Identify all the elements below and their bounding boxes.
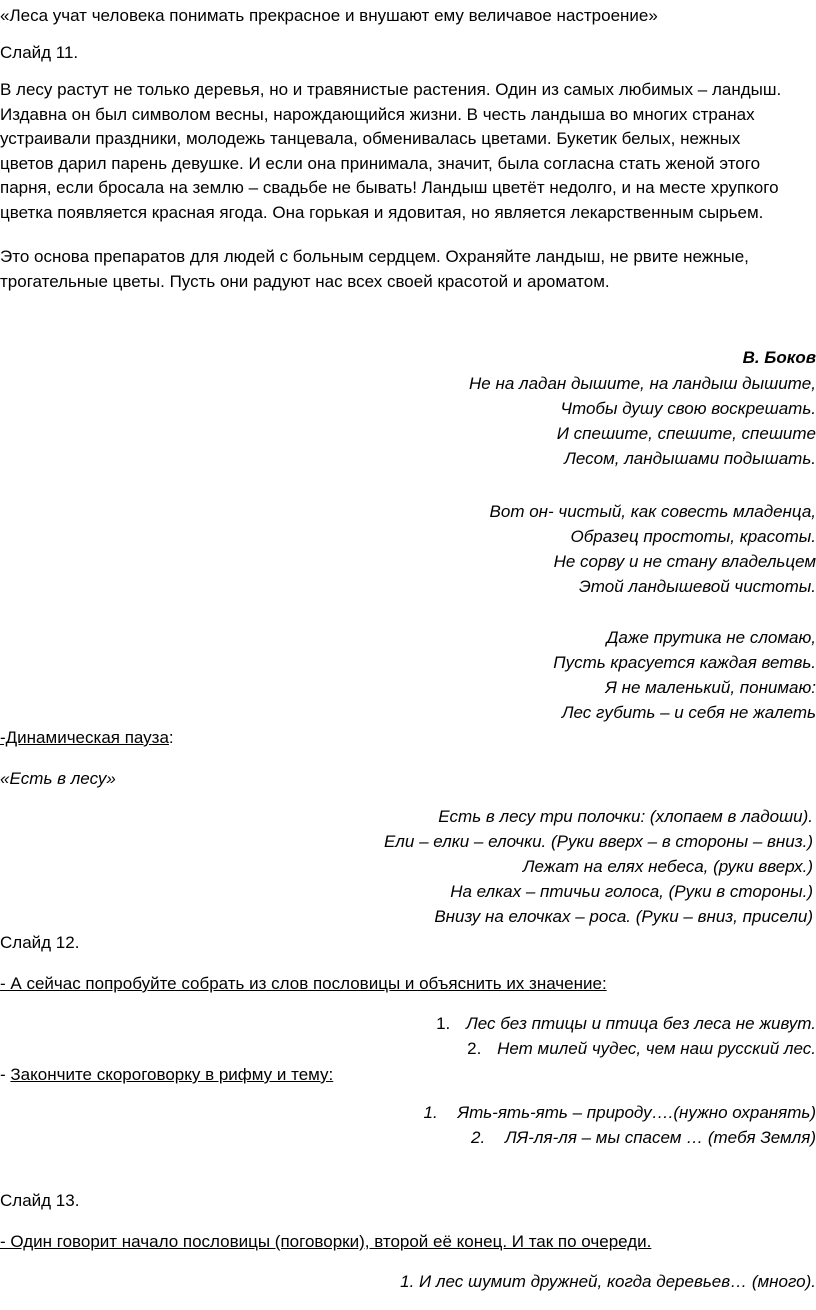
- proverb-text: Лес без птицы и птица без леса не живут.: [466, 1014, 816, 1033]
- poem-line: Пусть красуется каждая ветвь.: [553, 653, 816, 672]
- paragraph-line: Это основа препаратов для людей с больным сердцем. Охраняйте ландыш, не рвите нежные,: [0, 247, 749, 266]
- proverb-number: 1.: [436, 1014, 451, 1033]
- proverb-text: Нет милей чудес, чем наш русский лес.: [497, 1039, 816, 1058]
- twister-item: [471, 1126, 816, 1151]
- poem-line: Я не маленький, понимаю:: [605, 678, 816, 697]
- pause-title: «Есть в лесу»: [0, 769, 116, 788]
- pause-line: На елках – птичьи голоса, (Руки в стороны.): [450, 882, 813, 901]
- paragraph-line: цветов дарил парень девушке. И если она принимала, значит, была согласна стать женой этого: [0, 153, 761, 173]
- task-tongue-twister-text: Закончите скороговорку в рифму и тему:: [10, 1065, 334, 1084]
- dynamic-pause-colon: :: [168, 728, 174, 747]
- slide-13-heading: Слайд 13.: [0, 1191, 80, 1210]
- proverb-number: 2.: [467, 1039, 482, 1058]
- poem-author: В. Боков: [742, 348, 816, 367]
- twister-number: 2.: [471, 1128, 486, 1147]
- paragraph-line: В лесу растут не только деревья, но и травянистые растения. Один из самых любимых – ландыш.: [0, 80, 782, 99]
- paragraph-line: парня, если бросала на землю – свадьбе не бывать! Ландыш цветёт недолго, и на месте хрупкого: [0, 178, 779, 197]
- poem-line: Не сорву и не стану владельцем: [553, 552, 816, 571]
- poem-line: Чтобы душу свою воскрешать.: [560, 399, 816, 418]
- pause-line: Есть в лесу три полочки: (хлопаем в ладоши).: [438, 807, 813, 826]
- task-tongue-twister: [0, 1063, 333, 1088]
- task-proverb-pairs: - Один говорит начало пословицы (поговорки), второй её конец. И так по очереди.: [0, 1232, 652, 1251]
- slide-11-heading: Слайд 11.: [0, 43, 79, 62]
- twister-text: ЛЯ-ля-ля – мы спасем … (тебя Земля): [505, 1128, 816, 1147]
- paragraph-line: трогательные цветы. Пусть они радуют нас всех своей красотой и ароматом.: [0, 271, 610, 291]
- paragraph-line: Издавна он был символом весны, нарождающийся жизни. В честь ландыша во многих странах: [0, 104, 755, 124]
- poem-line: Этой ландышевой чистоты.: [579, 577, 816, 596]
- proverb-pair-line: 1. И лес шумит дружней, когда деревьев… (много).: [400, 1272, 816, 1291]
- proverb-item: [436, 1012, 816, 1037]
- twister-item: [423, 1101, 816, 1126]
- poem-line: Лесом, ландышами подышать.: [564, 449, 816, 468]
- poem-line: Даже прутика не сломаю,: [606, 628, 816, 647]
- task-dash: -: [0, 1065, 11, 1084]
- dynamic-pause-label: [0, 726, 174, 751]
- pause-line: Лежат на елях небеса, (руки вверх.): [522, 857, 813, 876]
- twister-text: Ять-ять-ять – природу….(нужно охранять): [457, 1103, 816, 1122]
- poem-line: Вот он- чистый, как совесть младенца,: [489, 502, 816, 521]
- document-title: «Леса учат человека понимать прекрасное и внушают ему величавое настроение»: [0, 6, 658, 25]
- proverb-item: [467, 1037, 816, 1062]
- pause-line: Внизу на елочках – роса. (Руки – вниз, присели): [434, 907, 813, 926]
- pause-line: Ели – елки – елочки. (Руки вверх – в стороны – вниз.): [383, 832, 813, 851]
- twister-number: 1.: [423, 1103, 438, 1122]
- dynamic-pause-text: -Динамическая пауза: [0, 728, 169, 747]
- slide-12-heading: Слайд 12.: [0, 933, 80, 952]
- task-proverbs: - А сейчас попробуйте собрать из слов пословицы и объяснить их значение:: [0, 974, 607, 993]
- paragraph-line: цветка появляется красная ягода. Она горькая и ядовитая, но является лекарственным сырьем.: [0, 202, 764, 222]
- paragraph-line: устраивали праздники, молодежь танцевала, обменивалась цветами. Букетик белых, нежных: [0, 129, 741, 148]
- poem-line: Образец простоты, красоты.: [570, 527, 816, 546]
- poem-line: Не на ладан дышите, на ландыш дышите,: [469, 374, 816, 393]
- poem-line: И спешите, спешите, спешите: [556, 424, 816, 443]
- poem-line: Лес губить – и себя не жалеть: [561, 703, 816, 722]
